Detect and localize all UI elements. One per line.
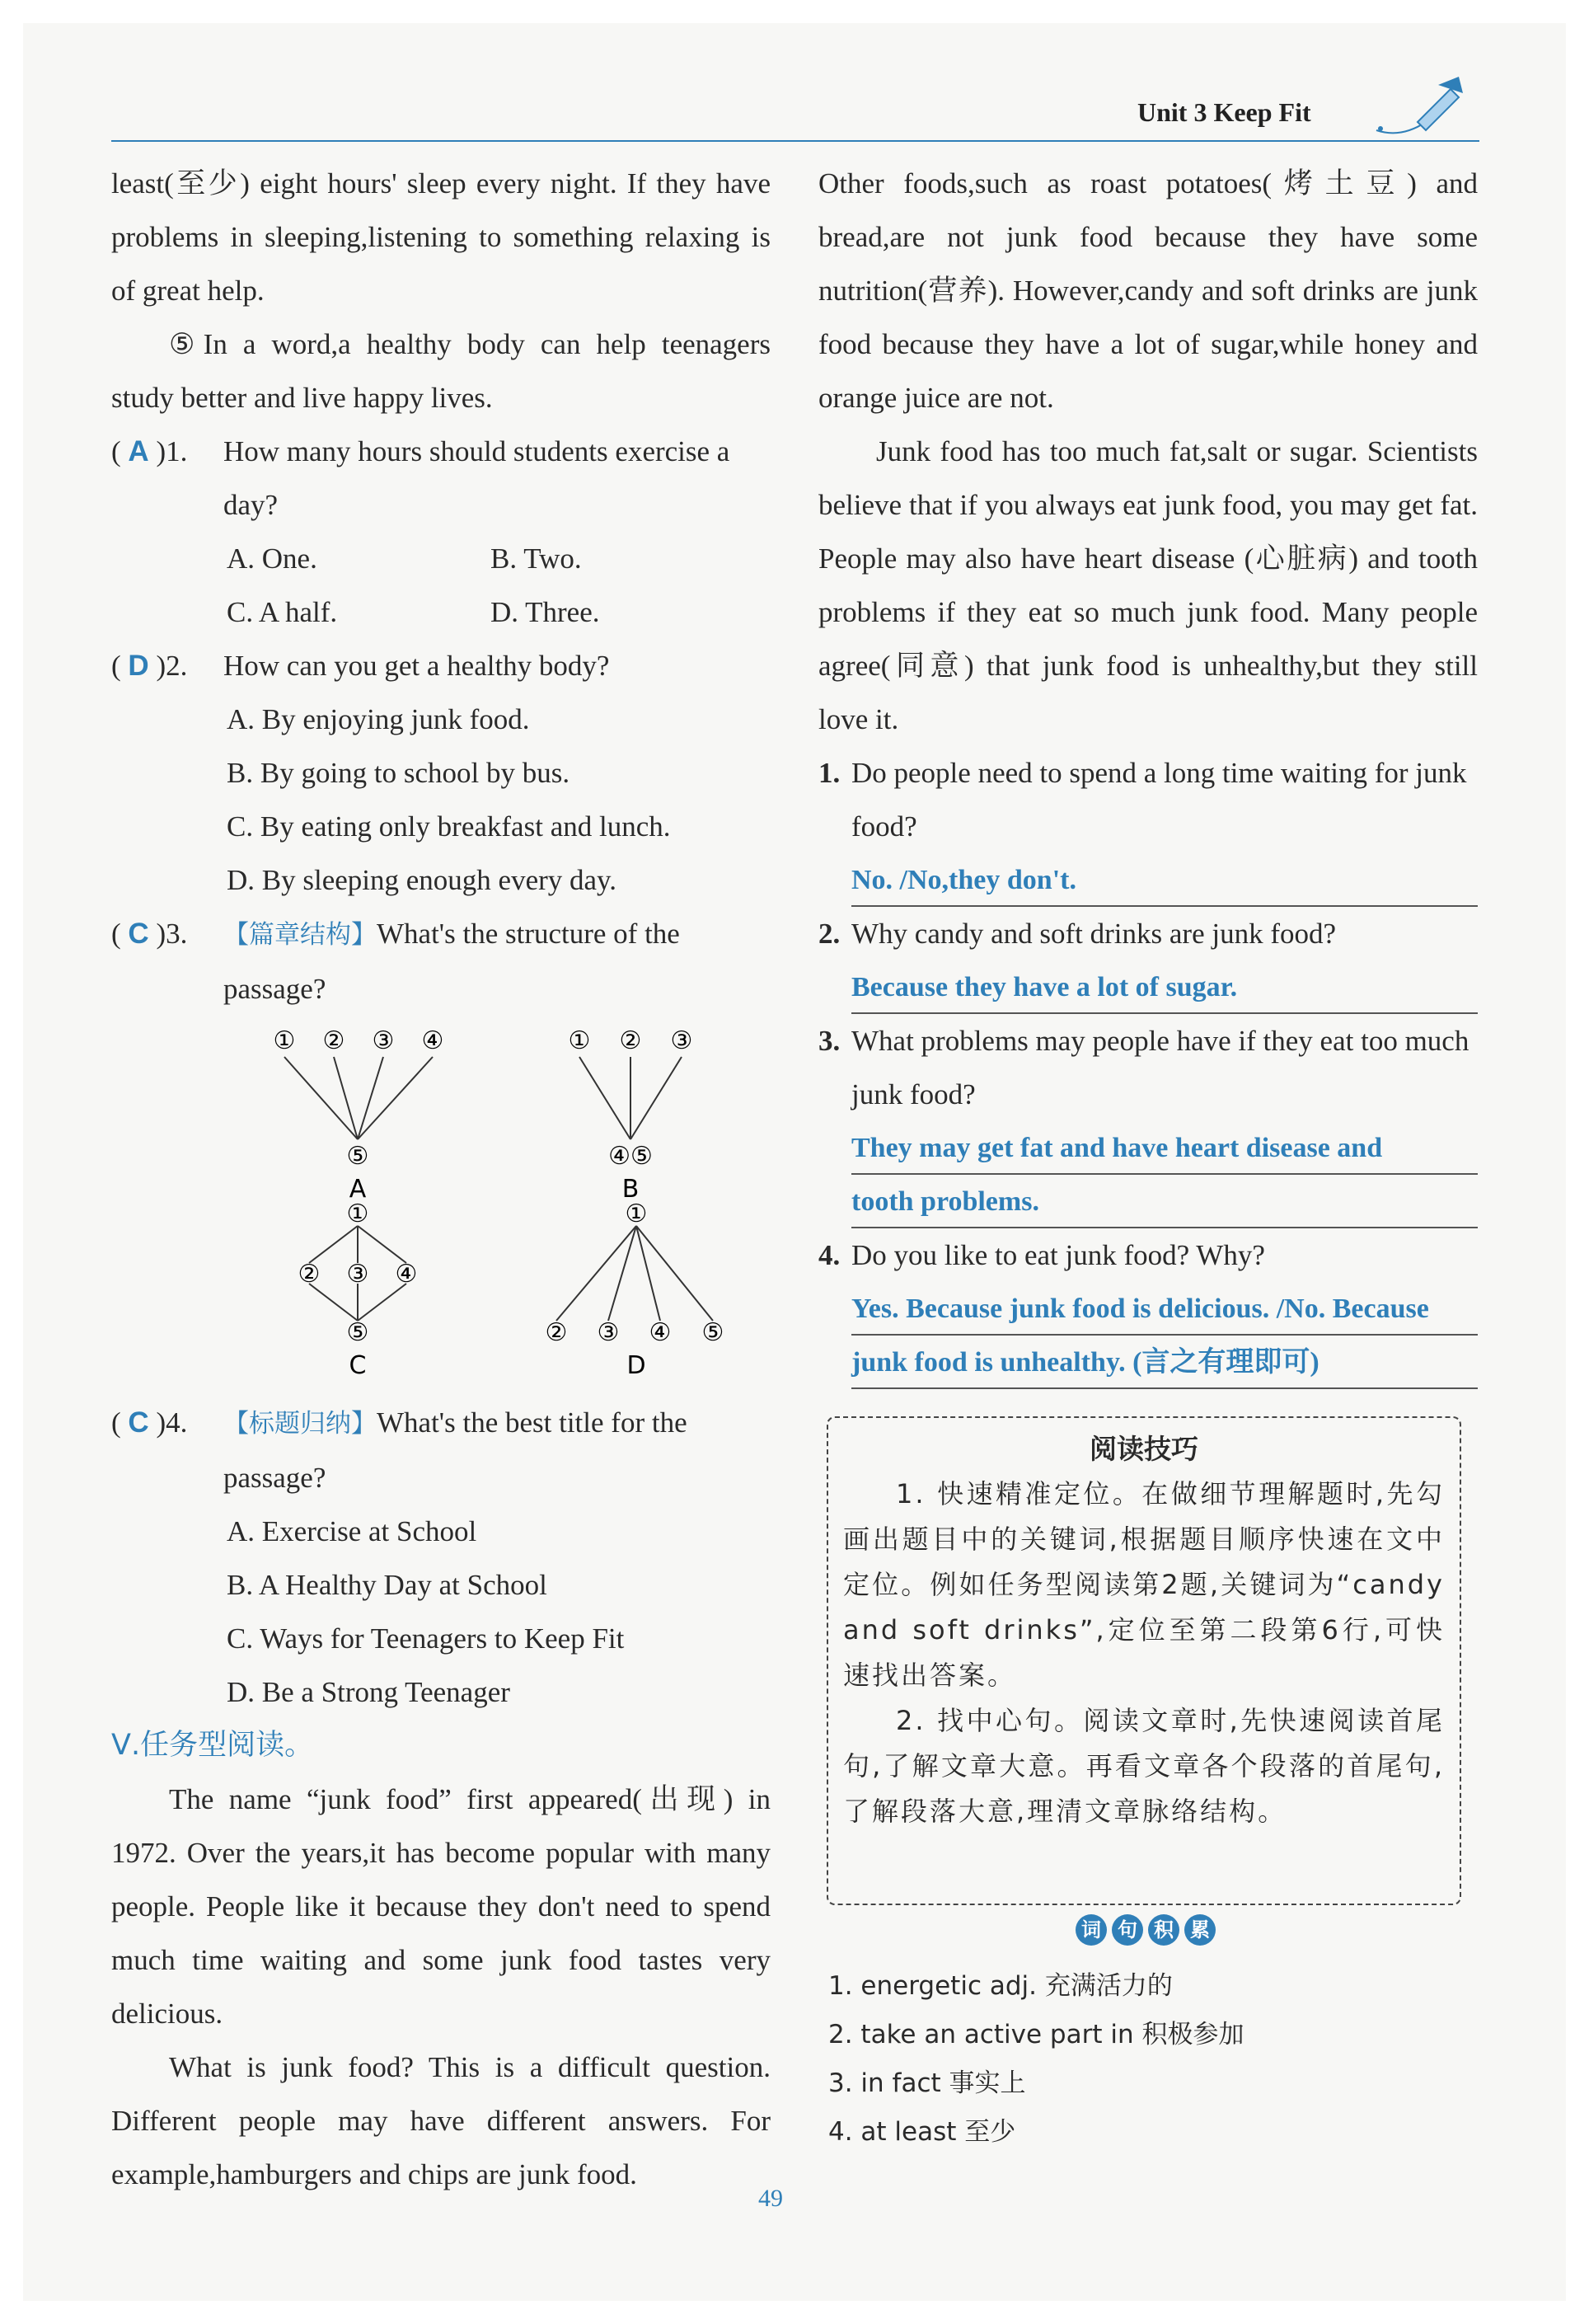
diagram-label: A bbox=[349, 1175, 367, 1204]
unit-title: Unit 3 Keep Fit bbox=[1137, 97, 1311, 127]
node: ③ bbox=[346, 1260, 369, 1289]
answer-letter: D bbox=[128, 650, 149, 682]
option: B. A Healthy Day at School bbox=[227, 1569, 547, 1601]
answer-letter: C bbox=[128, 1406, 149, 1439]
question-text: Why candy and soft drinks are junk food? bbox=[851, 918, 1337, 950]
answer-line: tooth problems. bbox=[851, 1175, 1478, 1228]
reading-tips-box bbox=[827, 1416, 1461, 1905]
question-text: Do you like to eat junk food? Why? bbox=[851, 1239, 1265, 1271]
option: D. By sleeping enough every day. bbox=[227, 864, 617, 896]
node: ① bbox=[625, 1200, 648, 1228]
option: D. Three. bbox=[490, 596, 600, 628]
diagram-label: C bbox=[349, 1351, 367, 1378]
question-tag: 【篇章结构】 bbox=[223, 920, 377, 950]
question-1 bbox=[111, 425, 771, 532]
intro-paragraph: least(至少) eight hours' sleep every night. If they have problems in sleeping,listening to something relaxing is of great help. bbox=[111, 167, 771, 307]
vocab-item: 3. in fact 事实上 bbox=[828, 2068, 1026, 2098]
question-text: How many hours should students exercise a day? bbox=[223, 435, 730, 521]
vocab-item: 2. take an active part in 积极参加 bbox=[828, 2020, 1244, 2049]
vocab-title-char: 词 bbox=[1076, 1914, 1107, 1946]
vocab-title-char: 积 bbox=[1148, 1914, 1179, 1946]
header-rule bbox=[111, 140, 1479, 142]
node: ② bbox=[545, 1318, 568, 1347]
option: B. Two. bbox=[490, 542, 582, 575]
diagram-c bbox=[298, 1200, 418, 1378]
option: C. Ways for Teenagers to Keep Fit bbox=[227, 1622, 625, 1655]
reading-question-4 bbox=[818, 1228, 1478, 1282]
question-text: How can you get a healthy body? bbox=[223, 650, 610, 682]
question-number: 1. bbox=[818, 757, 841, 789]
answer-letter: A bbox=[128, 435, 149, 467]
node: ⑤ bbox=[346, 1318, 369, 1347]
tip-paragraph: 1. 快速精准定位。在做细节理解题时,先勾画出题目中的关键词,根据题目顺序快速在文中定位。例如任务型阅读第2题,关键词为“candy and soft drinks”,定位至第二段第6行,可快速找出答案。 bbox=[843, 1478, 1445, 1691]
node: ① bbox=[568, 1026, 591, 1055]
diagram-label: D bbox=[626, 1351, 646, 1378]
pen-decoration-icon bbox=[1368, 73, 1467, 147]
question-number: 2. bbox=[818, 918, 841, 950]
question-4 bbox=[111, 1396, 771, 1505]
vocab-item: 1. energetic adj. 充满活力的 bbox=[828, 1971, 1173, 2001]
diagram-label: B bbox=[621, 1175, 640, 1204]
answer-mark: ( C )3. bbox=[111, 918, 188, 950]
question-text: What problems may people have if they eat too much junk food? bbox=[851, 1025, 1469, 1110]
passage-paragraph: The name “junk food” first appeared(出现) in 1972. Over the years,it has become popular with many people. People like it because they don't need to spend much time waiting and some junk food tastes very delicious. bbox=[111, 1783, 771, 2030]
option: C. A half. bbox=[227, 596, 338, 628]
diagram-b bbox=[569, 1026, 693, 1204]
vocab-title-char: 句 bbox=[1112, 1914, 1143, 1946]
node: ② bbox=[619, 1026, 642, 1055]
paragraph-5: ⑤In a word,a healthy body can help teenagers study better and live happy lives. bbox=[111, 328, 771, 414]
question-tag: 【标题归纳】 bbox=[223, 1409, 377, 1439]
answer-line: Yes. Because junk food is delicious. /No. Because bbox=[851, 1282, 1478, 1336]
right-column bbox=[818, 157, 1478, 1389]
question-number: 4. bbox=[818, 1239, 841, 1271]
option: B. By going to school by bus. bbox=[227, 757, 570, 789]
node: ③ bbox=[670, 1026, 693, 1055]
page-number: 49 bbox=[758, 2185, 783, 2212]
vocab-title-char: 累 bbox=[1184, 1914, 1216, 1946]
passage-paragraph: Other foods,such as roast potatoes(烤土豆) and bread,are not junk food because they have some nutrition(营养). However,candy and soft drinks are junk food because they have a lot of sugar,while honey and orange juice are not. bbox=[818, 167, 1478, 414]
vocab-list bbox=[828, 1962, 1244, 2157]
option: A. By enjoying junk food. bbox=[227, 703, 530, 735]
question-2 bbox=[111, 639, 771, 693]
passage-paragraph: What is junk food? This is a difficult question. Different people may have different answers. For example,hamburgers and chips are junk food. bbox=[111, 2051, 771, 2190]
answer-line: Because they have a lot of sugar. bbox=[851, 960, 1478, 1014]
answer-line: They may get fat and have heart disease and bbox=[851, 1121, 1478, 1175]
node: ③ bbox=[597, 1318, 620, 1347]
node: ① bbox=[346, 1200, 369, 1228]
node: ② bbox=[322, 1026, 345, 1055]
answer-letter: C bbox=[128, 918, 149, 950]
question-text: What's the structure of the passage? bbox=[223, 918, 680, 1005]
question-text: What's the best title for the passage? bbox=[223, 1406, 687, 1494]
node: ④ bbox=[649, 1318, 672, 1347]
node: ⑤ bbox=[346, 1142, 369, 1171]
question-3 bbox=[111, 907, 771, 1016]
answer-mark: ( D )2. bbox=[111, 650, 188, 682]
diagram-a bbox=[274, 1026, 444, 1204]
question-number: 3. bbox=[818, 1025, 841, 1057]
option: A. One. bbox=[227, 542, 317, 575]
node: ④ bbox=[421, 1026, 444, 1055]
node: ④ bbox=[395, 1260, 418, 1289]
node: ③ bbox=[372, 1026, 395, 1055]
tips-title: 阅读技巧 bbox=[1090, 1433, 1198, 1465]
node: ④⑤ bbox=[608, 1142, 653, 1171]
reading-question-2 bbox=[818, 907, 1478, 960]
question-text: Do people need to spend a long time waiting for junk food? bbox=[851, 757, 1467, 843]
diagram-d bbox=[546, 1200, 724, 1378]
option: D. Be a Strong Teenager bbox=[227, 1676, 510, 1708]
vocab-item: 4. at least 至少 bbox=[828, 2117, 1016, 2147]
node: ② bbox=[298, 1260, 321, 1289]
passage-paragraph: Junk food has too much fat,salt or sugar. Scientists believe that if you always eat junk food, you may get fat. People may also have heart disease (心脏病) and tooth problems if they eat so much junk food. Many people agree(同意) that junk food is unhealthy,but they still love it. bbox=[818, 435, 1478, 735]
left-column bbox=[111, 157, 771, 2201]
vocab-title bbox=[1076, 1914, 1216, 1946]
options-row bbox=[111, 585, 771, 639]
options-row bbox=[111, 532, 771, 585]
reading-question-3 bbox=[818, 1014, 1478, 1121]
node: ① bbox=[273, 1026, 296, 1055]
structure-diagram bbox=[111, 1016, 771, 1378]
answer-mark: ( A )1. bbox=[111, 435, 188, 467]
node: ⑤ bbox=[701, 1318, 724, 1347]
option: C. By eating only breakfast and lunch. bbox=[227, 810, 671, 843]
answer-line: junk food is unhealthy. (言之有理即可) bbox=[851, 1336, 1478, 1389]
reading-question-1 bbox=[818, 746, 1478, 853]
option: A. Exercise at School bbox=[227, 1515, 477, 1547]
tip-paragraph: 2. 找中心句。阅读文章时,先快速阅读首尾句,了解文章大意。再看文章各个段落的首尾句,了解段落大意,理清文章脉络结构。 bbox=[843, 1705, 1445, 1827]
answer-mark: ( C )4. bbox=[111, 1406, 188, 1439]
section-title: Ⅴ.任务型阅读。 bbox=[111, 1729, 314, 1762]
answer-line: No. /No,they don't. bbox=[851, 853, 1478, 907]
